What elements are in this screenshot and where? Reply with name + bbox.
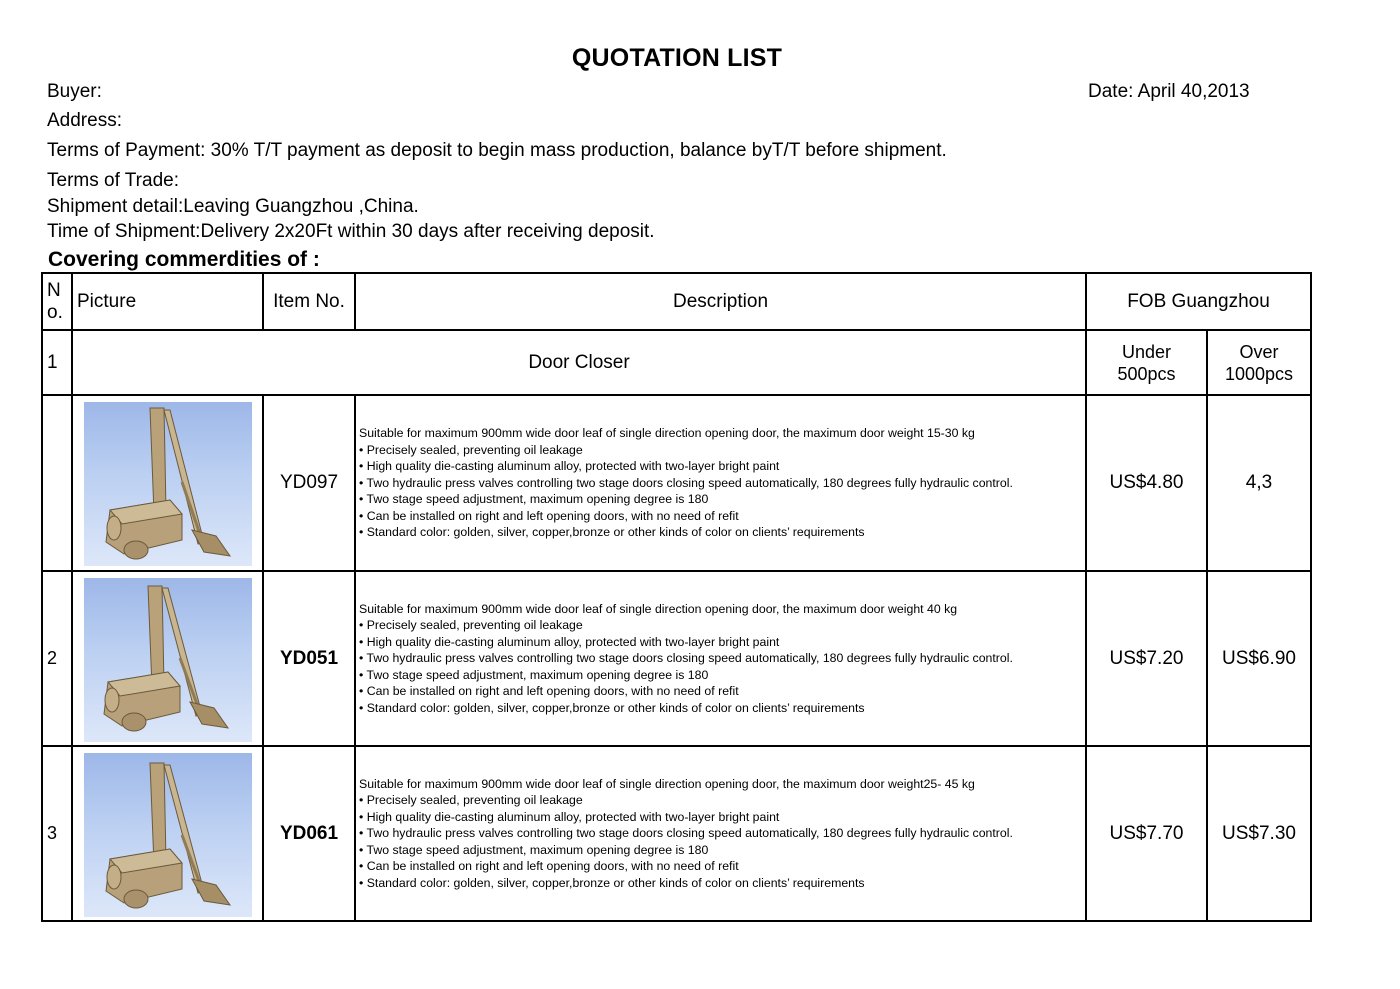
address-label: Address:	[47, 110, 122, 131]
description-line: • Standard color: golden, silver, copper,bronze or other kinds of color on clients’ requirements	[359, 875, 865, 890]
description-line: • Two stage speed adjustment, maximum opening degree is 180	[359, 842, 709, 857]
door-closer-photo-icon	[84, 578, 252, 742]
header-fob-guangzhou: FOB Guangzhou	[1086, 273, 1311, 330]
picture-cell	[72, 571, 263, 746]
item-description	[355, 571, 1086, 746]
row-no: 2	[42, 571, 72, 746]
door-closer-photo-icon	[84, 402, 252, 566]
table-header-row	[42, 273, 1311, 330]
header-under-500pcs: Under 500pcs	[1086, 330, 1207, 395]
terms-of-trade: Terms of Trade:	[47, 170, 179, 191]
picture-cell	[72, 395, 263, 571]
description-line: • Standard color: golden, silver, copper,bronze or other kinds of color on clients’ requirements	[359, 700, 865, 715]
header-description: Description	[355, 273, 1086, 330]
price-over-1000: US$6.90	[1207, 571, 1311, 746]
header-over-1000pcs: Over 1000pcs	[1207, 330, 1311, 395]
description-line: • Two stage speed adjustment, maximum opening degree is 180	[359, 492, 709, 507]
description-line: • Two hydraulic press valves controlling two stage doors closing speed automatically, 180 degrees fully hydraulic control.	[359, 826, 1013, 841]
price-under-500: US$4.80	[1086, 395, 1207, 571]
description-line: • Precisely sealed, preventing oil leakage	[359, 442, 583, 457]
description-line: • Precisely sealed, preventing oil leakage	[359, 793, 583, 808]
page-title: QUOTATION LIST	[571, 44, 783, 72]
price-under-500: US$7.70	[1086, 746, 1207, 921]
item-number: YD051	[263, 571, 355, 746]
quotation-table	[41, 272, 1312, 922]
description-line: • Precisely sealed, preventing oil leakage	[359, 618, 583, 633]
description-line: • High quality die-casting aluminum alloy, protected with two-layer bright paint	[359, 809, 780, 824]
price-over-1000: US$7.30	[1207, 746, 1311, 921]
door-closer-photo-icon	[84, 753, 252, 917]
price-over-1000: 4,3	[1207, 395, 1311, 571]
header-item-no: Item No.	[263, 273, 355, 330]
item-number: YD061	[263, 746, 355, 921]
description-line: • Two hydraulic press valves controlling two stage doors closing speed automatically, 180 degrees fully hydraulic control.	[359, 475, 1013, 490]
item-description	[355, 395, 1086, 571]
description-line: • High quality die-casting aluminum alloy, protected with two-layer bright paint	[359, 459, 780, 474]
item-description	[355, 746, 1086, 921]
row-no	[42, 395, 72, 571]
terms-of-payment: Terms of Payment: 30% T/T payment as deposit to begin mass production, balance byT/T before shipment.	[47, 140, 947, 161]
header-picture: Picture	[72, 273, 263, 330]
description-line: • Two hydraulic press valves controlling two stage doors closing speed automatically, 180 degrees fully hydraulic control.	[359, 651, 1013, 666]
table-row	[42, 395, 1311, 571]
table-row	[42, 746, 1311, 921]
description-line: • Can be installed on right and left opening doors, with no need of refit	[359, 859, 739, 874]
description-line: • Can be installed on right and left opening doors, with no need of refit	[359, 684, 739, 699]
item-number: YD097	[263, 395, 355, 571]
price-under-500: US$7.20	[1086, 571, 1207, 746]
description-line: • High quality die-casting aluminum alloy, protected with two-layer bright paint	[359, 634, 780, 649]
description-line: Suitable for maximum 900mm wide door leaf of single direction opening door, the maximum door weight 40 kg	[359, 601, 958, 616]
table-row	[42, 571, 1311, 746]
picture-cell	[72, 746, 263, 921]
category-row	[42, 330, 1311, 395]
description-line: Suitable for maximum 900mm wide door leaf of single direction opening door, the maximum door weight 15-30 kg	[359, 426, 975, 441]
description-line: Suitable for maximum 900mm wide door leaf of single direction opening door, the maximum door weight25- 45 kg	[359, 776, 975, 791]
category-no: 1	[42, 330, 72, 395]
buyer-label: Buyer:	[47, 81, 102, 102]
description-line: • Standard color: golden, silver, copper,bronze or other kinds of color on clients’ requirements	[359, 525, 865, 540]
header-no: N o.	[42, 273, 72, 330]
covering-commodities-heading: Covering commerdities of :	[48, 248, 320, 271]
row-no: 3	[42, 746, 72, 921]
description-line: • Two stage speed adjustment, maximum opening degree is 180	[359, 667, 709, 682]
description-line: • Can be installed on right and left opening doors, with no need of refit	[359, 508, 739, 523]
time-of-shipment: Time of Shipment:Delivery 2x20Ft within 30 days after receiving deposit.	[47, 221, 655, 242]
quotation-date: Date: April 40,2013	[1088, 81, 1250, 102]
category-name: Door Closer	[72, 330, 1086, 395]
shipment-detail: Shipment detail:Leaving Guangzhou ,China.	[47, 196, 419, 217]
